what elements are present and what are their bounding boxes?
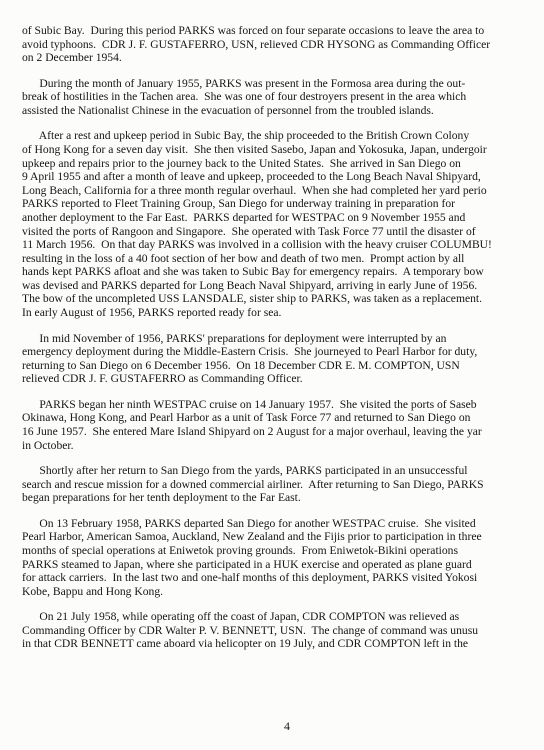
text-line: PARKS began her ninth WESTPAC cruise on 14 January 1957. She visited the ports of Saseb — [22, 397, 477, 411]
paragraph — [22, 129, 544, 319]
text-line: Okinawa, Hong Kong, and Pearl Harbor as a unit of Task Force 77 and returned to San Diego on — [22, 411, 471, 425]
paragraph — [22, 464, 544, 505]
paragraph — [22, 24, 544, 65]
text-line: Long Beach, California for a three month regular overhaul. When she had completed her yard perio — [22, 183, 487, 197]
text-line: upkeep and repairs prior to the journey back to the United States. She arrived in San Diego on — [22, 156, 461, 170]
text-line: The bow of the uncompleted USS LANSDALE, sister ship to PARKS, was taken as a replacement. — [22, 292, 483, 306]
text-line: relieved CDR J. F. GUSTAFERRO as Commanding Officer. — [22, 372, 303, 386]
text-line: of Subic Bay. During this period PARKS was forced on four separate occasions to leave the area to — [22, 24, 485, 37]
text-line: on 2 December 1954. — [22, 51, 122, 65]
text-line: PARKS reported to Fleet Training Group, San Diego for underway training in preparation for — [22, 197, 455, 211]
text-line: began preparations for her tenth deployment to the Far East. — [22, 491, 301, 505]
text-line: another deployment to the Far East. PARKS departed for WESTPAC on 9 November 1955 and — [22, 210, 466, 224]
paragraph — [22, 77, 544, 118]
text-line: returning to San Diego on 6 December 1956. On 18 December CDR E. M. COMPTON, USN — [22, 358, 460, 372]
text-line: On 13 February 1958, PARKS departed San Diego for another WESTPAC cruise. She visited — [22, 516, 476, 530]
text-line: emergency deployment during the Middle-Eastern Crisis. She journeyed to Pearl Harbor for duty, — [22, 345, 478, 359]
text-line: Commanding Officer by CDR Walter P. V. BENNETT, USN. The change of command was unusu — [22, 623, 478, 637]
text-line: avoid typhoons. CDR J. F. GUSTAFERRO, USN, relieved CDR HYSONG as Commanding Officer — [22, 37, 491, 51]
text-line: After a rest and upkeep period in Subic Bay, the ship proceeded to the British Crown Colony — [22, 129, 470, 143]
text-line: In early August of 1956, PARKS reported ready for sea. — [22, 306, 282, 320]
text-line: During the month of January 1955, PARKS was present in the Formosa area during the out- — [22, 76, 466, 90]
paragraph — [22, 610, 544, 651]
text-line: for attack carriers. In the last two and one-half months of this deployment, PARKS visited Yokosi — [22, 571, 478, 585]
text-line: 16 June 1957. She entered Mare Island Shipyard on 2 August for a major overhaul, leaving the yar — [22, 425, 482, 438]
text-line: search and rescue mission for a downed commercial airliner. After returning to San Diego, PARKS — [22, 477, 484, 491]
text-line: resulting in the loss of a 40 foot section of her bow and death of two men. Prompt action by all — [22, 251, 465, 265]
text-line: months of special operations at Eniwetok proving grounds. From Eniwetok-Bikini operations — [22, 543, 458, 557]
page-number: 4 — [284, 719, 290, 733]
text-line: Kobe, Bappu and Hong Kong. — [22, 584, 164, 598]
text-line: In mid November of 1956, PARKS' preparations for deployment were interrupted by an — [22, 331, 447, 345]
text-line: 11 March 1956. On that day PARKS was involved in a collision with the heavy cruiser COLUMBU! — [22, 238, 492, 252]
text-line: of Hong Kong for a seven day visit. She then visited Sasebo, Japan and Yokosuka, Japan, undergoir — [22, 142, 487, 156]
paragraph — [22, 332, 544, 386]
text-line: was devised and PARKS departed for Long Beach Naval Shipyard, arriving in early June of 1956. — [22, 278, 478, 292]
text-line: Pearl Harbor, American Samoa, Auckland, New Zealand and the Fijis prior to participation in three — [22, 530, 482, 544]
text-line: hands kept PARKS afloat and she was taken to Subic Bay for emergency repairs. A temporary bow — [22, 265, 484, 279]
text-line: in October. — [22, 438, 74, 452]
paragraph — [22, 517, 544, 599]
text-line: PARKS steamed to Japan, where she participated in a HUK exercise and operated as plane guard — [22, 557, 472, 571]
paragraph — [22, 398, 544, 452]
text-line: break of hostilities in the Tachen area. She was one of four destroyers present in the area which — [22, 90, 467, 104]
text-line: Shortly after her return to San Diego from the yards, PARKS participated in an unsuccessful — [22, 464, 468, 478]
text-line: assisted the Nationalist Chinese in the evacuation of personnel from the troubled islands. — [22, 103, 434, 117]
text-line: in that CDR BENNETT came aboard via helicopter on 19 July, and CDR COMPTON left in the — [22, 637, 469, 651]
text-line: visited the ports of Rangoon and Singapore. She operated with Task Force 77 until the disaster of — [22, 224, 476, 238]
body-text — [22, 24, 544, 663]
text-line: On 21 July 1958, while operating off the coast of Japan, CDR COMPTON was relieved as — [22, 610, 460, 624]
text-line: 9 April 1955 and after a month of leave and upkeep, proceeded to the Long Beach Naval Shipyard, — [22, 170, 481, 184]
